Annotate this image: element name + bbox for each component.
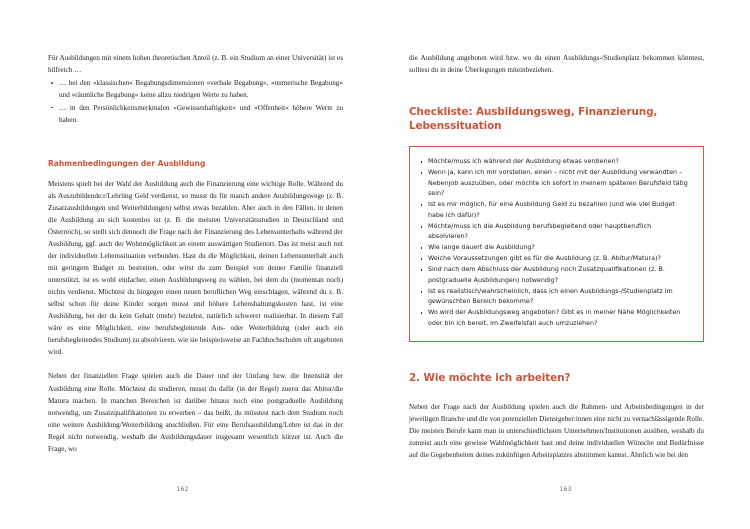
list-item: Ist es realistisch/wahrscheinlich, dass ich einen Ausbildungs-/Studienplatz im gewünschten Bereich bekomme?	[418, 287, 692, 308]
left-paragraph-2: Neben der finanziellen Frage spielen auch die Dauer und der Umfang bzw. die Intensität der Ausbildung eine Rolle. Möchtest du studieren, musst du dafür (in der Regel) zuerst das Abitur/die Matura machen. In manchen Bereichen ist darüber hinaus noch eine postgraduelle Ausbildung notwendig, um Zusatzqualifikationen zu erwerben – das heißt, du müsstest nach dem Studium noch eine weitere Ausbildung/Weiterbildung anschließen. Für eine Berufsausbildung/Lehre ist das in der Regel nicht notwendig, weshalb die Ausbildungsdauer insgesamt wesentlich kürzer ist. Auch die Frage, wo	[48, 372, 343, 453]
page-number-right: 163	[559, 486, 572, 493]
page-number-left: 162	[176, 486, 189, 493]
section-heading-wie-moechte-ich-arbeiten: 2. Wie möchte ich arbeiten?	[409, 371, 571, 384]
list-item: Ist es mir möglich, für eine Ausbildung Geld zu bezahlen (und wie viel Budget habe ich dafür)?	[418, 200, 692, 221]
intro-bullet-list	[48, 77, 343, 126]
left-paragraph-1: Meistens spielt bei der Wahl der Ausbildung auch die Finanzierung eine wichtige Rolle. Während du als Auszubildende:r/Lehrling Geld verdienst, so musst du für manch andere Ausbildungswege (z. B. Zusatzausbildungen und Weiterbildungen) selbst etwas bezahlen. Aber auch in den Fällen, in denen die Ausbildung an sich kostenlos ist (z. B. die meisten Universitätsstudien in Deutschland und Österreich), so stellt sich dennoch die Frage nach der Finanzierung des Lebensunterhalts während der Ausbildung, ggf. auch der Wohnmöglichkeit an einem auswärtigen Studienort. Das ist meist auch mit der individuellen Lebenssituation verbunden. Hast du die Möglichkeit, deinen Lebensunterhalt auch mit geringem Budget zu bestreiten, oder wirst du zum Beispiel von deiner Familie finanziell unterstützt, ist es wohl einfacher, einen Ausbildungsweg zu wählen, bei dem du (momentan noch) nichts verdienst. Möchtest du hingegen einen neuen beruflichen Weg einschlagen, während du z. B. selbst schon für deine Kinder sorgen musst und höhere Lebenshaltungskosten hast, ist eine Ausbildung, bei der du kein Gehalt (mehr) beziehst, natürlich schwerer realisierbar. In diesem Fall wäre es eine Möglichkeit, eine berufsbegleitende Aus- oder Weiterbildung (oder auch ein berufsbegleitendes Studium) zu absolvieren, wie sie beispielsweise an Fachhochschulen oft angeboten wird.	[48, 179, 343, 357]
checklist-box	[409, 146, 704, 342]
list-item: Wo wird der Ausbildungsweg angeboten? Gibt es in meiner Nähe Möglichkeiten oder bin ich bereit, im Zweifelsfall auch umzuziehen?	[418, 308, 692, 329]
continuation-paragraph: die Ausbildung angeboten wird bzw. wo du einen Ausbildungs-/Studienplatz bekommen könntest, solltest du in deine Überlegungen miteinbeziehen.	[409, 54, 704, 75]
list-item: … bei den »klassischen« Begabungsdimensionen »verbale Begabung«, »numerische Begabung« und »räumliche Begabung« keine allzu niedrigen Werte zu haben.	[48, 77, 343, 101]
intro-paragraph: Für Ausbildungen mit einem hohen theoretischen Anteil (z. B. ein Studium an einer Universität) ist es hilfreich …	[48, 54, 343, 75]
list-item: Wenn ja, kann ich mir vorstellen, einen – nicht mit der Ausbildung verwandten – Nebenjob auszuüben, oder möchte ich sofort in meinem späteren Berufsfeld tätig sein?	[418, 168, 692, 199]
list-item: Möchte/muss ich während der Ausbildung etwas verdienen?	[418, 157, 692, 167]
list-item: … in den Persönlichkeitsmerkmalen »Gewissenhaftigkeit« und »Offenheit« höhere Werte zu haben.	[48, 102, 343, 126]
list-item: Welche Voraussetzungen gibt es für die Ausbildung (z. B. Abitur/Matura)?	[418, 254, 692, 264]
sub-heading-rahmenbedingungen: Rahmenbedingungen der Ausbildung	[48, 158, 206, 168]
checklist-items	[418, 157, 692, 329]
list-item: Wie lange dauert die Ausbildung?	[418, 243, 692, 253]
page-right	[375, 0, 750, 529]
right-paragraph-1: Neben der Frage nach der Ausbildung spielen auch die Rahmen- und Arbeitsbedingungen in der jeweiligen Branche und die von potenziellen Dienstgeber:innen eine nicht zu vernachlässigende Rolle. Die meisten Berufe kann man in unterschiedlichsten Unternehmen/Institutionen ausüben, weshalb du zumeist auch eine gewisse Wahlmöglichkeit hast und deine individuellen Wünsche und Bedürfnisse auf die Gegebenheiten deines zukünftigen Arbeitsplatzes abstimmen kannst. Ähnlich wie bei den	[409, 402, 704, 459]
checklist-heading: Checkliste: Ausbildungsweg, Finanzierung, Lebenssituation	[409, 106, 658, 133]
list-item: Möchte/muss ich die Ausbildung berufsbegleitend oder hauptberuflich absolvieren?	[418, 222, 692, 243]
list-item: Sind nach dem Abschluss der Ausbildung noch Zusatzqualifikationen (z. B. postgraduelle Ausbildungen) notwendig?	[418, 265, 692, 286]
